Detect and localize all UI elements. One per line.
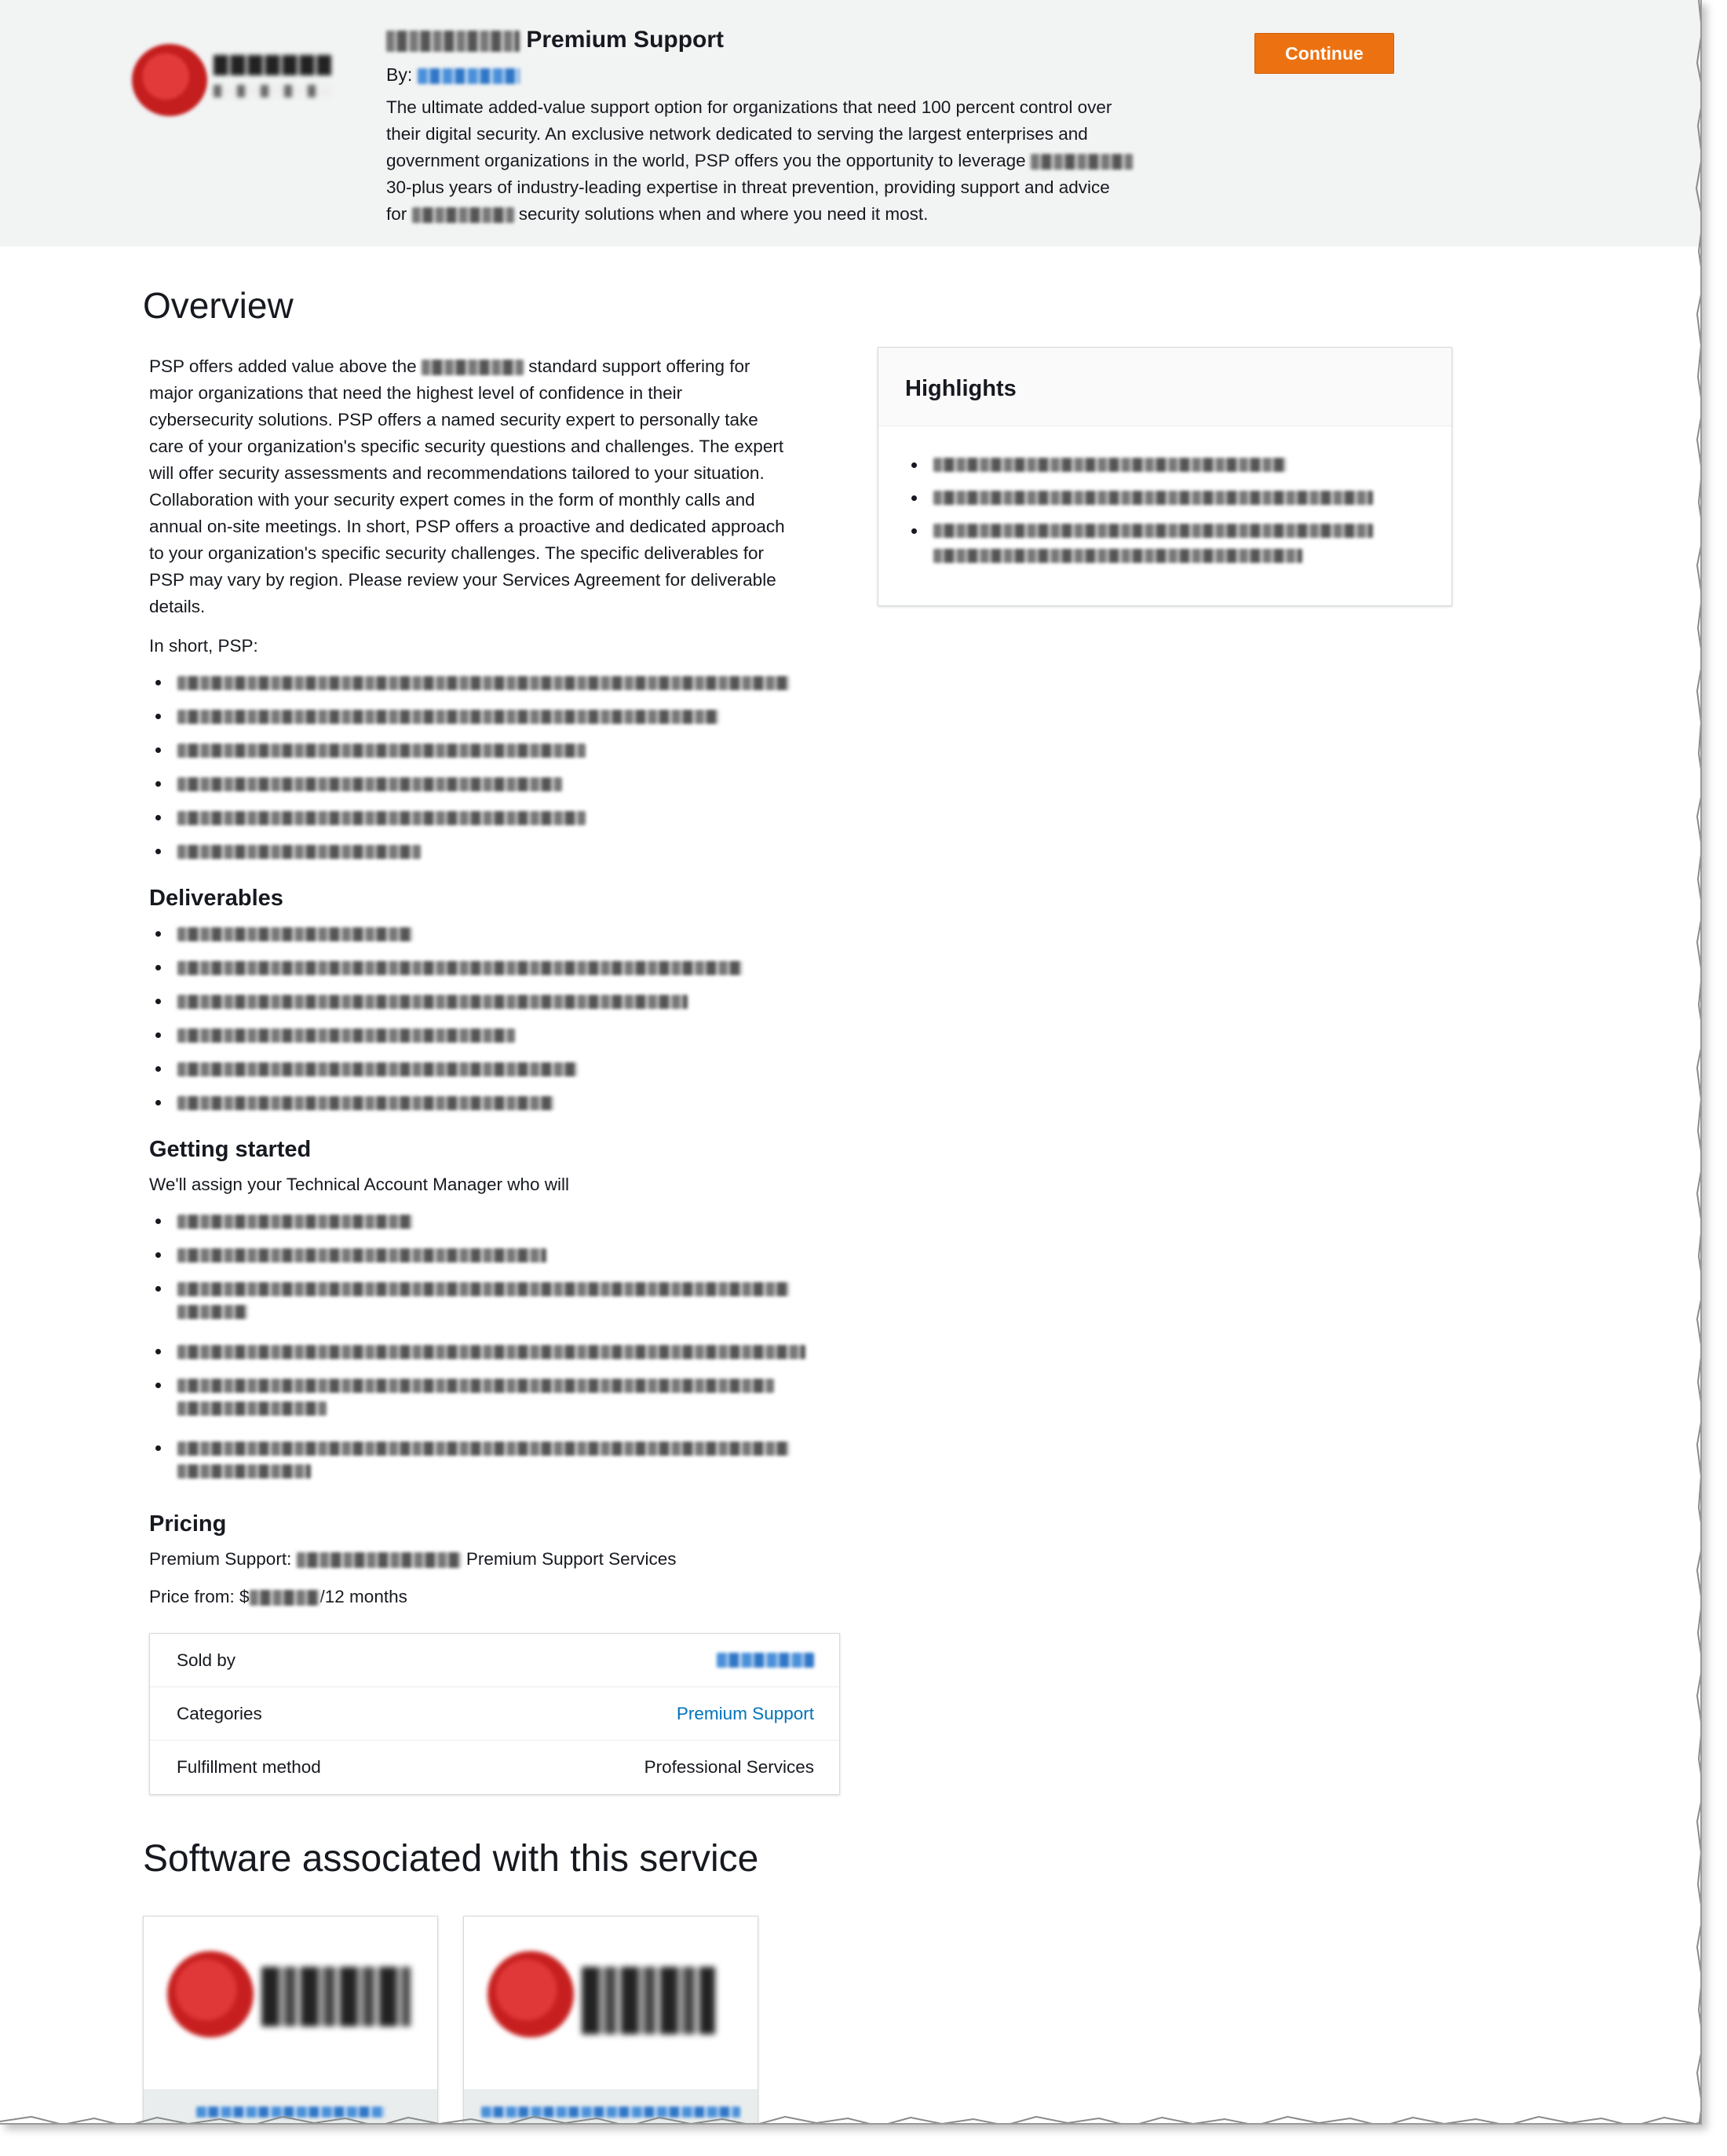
intro-text: Collaboration with your security expert comes in the form of monthly calls and bbox=[149, 490, 755, 510]
product-header bbox=[0, 0, 1702, 247]
list-item bbox=[149, 1208, 840, 1241]
overview-content bbox=[149, 353, 840, 1623]
redacted-text bbox=[933, 458, 1287, 472]
overview-heading: Overview bbox=[143, 285, 294, 326]
redacted-text bbox=[177, 1464, 311, 1478]
list-item bbox=[149, 1021, 840, 1055]
software-logo-mark bbox=[487, 1951, 574, 2037]
intro-text: PSP may vary by region. Please review your Services Agreement for deliverable bbox=[149, 570, 776, 590]
in-short-label: In short, PSP: bbox=[149, 636, 258, 656]
list-item bbox=[149, 1055, 840, 1089]
software-heading: Software associated with this service bbox=[143, 1838, 759, 1880]
redacted-text bbox=[177, 961, 743, 975]
software-logo-wordmark bbox=[582, 1967, 715, 2034]
list-item bbox=[149, 1089, 840, 1123]
table-row bbox=[150, 1741, 839, 1794]
vendor-logo bbox=[132, 44, 336, 116]
description-line bbox=[386, 148, 1218, 174]
list-item bbox=[149, 1241, 840, 1275]
redacted-text bbox=[177, 845, 421, 859]
redacted-price bbox=[250, 1590, 320, 1606]
redacted-text bbox=[177, 1305, 248, 1319]
list-item bbox=[149, 988, 840, 1021]
redacted-text bbox=[933, 491, 1373, 505]
redacted-text bbox=[177, 1062, 578, 1076]
redacted-text bbox=[177, 811, 586, 825]
intro-text: to your organization's specific security challenges. The specific deliverables for bbox=[149, 543, 765, 563]
redacted-text bbox=[177, 1215, 413, 1229]
table-row bbox=[150, 1687, 839, 1741]
byline bbox=[386, 64, 520, 86]
row-label: Sold by bbox=[177, 1650, 236, 1670]
redacted-text bbox=[177, 676, 790, 690]
by-label: By: bbox=[386, 64, 413, 85]
price-from-label: Price from: $ bbox=[149, 1587, 250, 1606]
software-card[interactable] bbox=[463, 1916, 758, 2125]
list-item bbox=[149, 1434, 840, 1497]
product-description bbox=[386, 94, 1218, 228]
highlights-heading: Highlights bbox=[878, 348, 1451, 426]
list-item bbox=[905, 484, 1451, 517]
description-text: security solutions when and where you need it most. bbox=[518, 204, 929, 224]
intro-text: annual on-site meetings. In short, PSP offers a proactive and dedicated approach bbox=[149, 517, 785, 536]
list-item bbox=[905, 451, 1451, 484]
redacted-text bbox=[177, 1248, 546, 1263]
redacted-text bbox=[412, 207, 514, 223]
list-item bbox=[149, 1372, 840, 1434]
description-line bbox=[386, 201, 1218, 228]
description-line: their digital security. An exclusive network dedicated to serving the largest enterprises and bbox=[386, 124, 1088, 144]
redacted-text bbox=[177, 1442, 790, 1456]
software-card[interactable] bbox=[143, 1916, 438, 2125]
intro-text: PSP offers added value above the bbox=[149, 356, 417, 376]
software-logo-wordmark bbox=[261, 1967, 411, 2026]
highlights-panel bbox=[878, 347, 1452, 606]
redacted-text bbox=[177, 1345, 805, 1359]
pricing-label: Premium Support: bbox=[149, 1549, 292, 1569]
row-label: Categories bbox=[177, 1703, 262, 1723]
vendor-link[interactable] bbox=[418, 68, 520, 84]
deliverables-list bbox=[149, 920, 840, 1123]
list-item bbox=[149, 736, 840, 770]
continue-button[interactable]: Continue bbox=[1254, 33, 1394, 74]
description-line: 30-plus years of industry-leading expertise in threat prevention, providing support and advice bbox=[386, 177, 1110, 197]
list-item bbox=[149, 770, 840, 804]
software-logo bbox=[167, 1951, 418, 2045]
pricing-suffix: Premium Support Services bbox=[466, 1549, 677, 1569]
list-item bbox=[149, 838, 840, 872]
highlights-list bbox=[878, 426, 1451, 576]
redacted-text bbox=[177, 710, 719, 724]
intro-text: major organizations that need the highest level of confidence in their bbox=[149, 383, 683, 403]
getting-started-heading: Getting started bbox=[149, 1137, 312, 1162]
software-logo-mark bbox=[167, 1951, 254, 2037]
product-title-text: Premium Support bbox=[526, 27, 725, 53]
torn-edge-right bbox=[1692, 0, 1702, 2125]
redacted-text bbox=[422, 360, 524, 375]
intro-text: details. bbox=[149, 597, 206, 616]
intro-text: care of your organization's specific security questions and challenges. The expert bbox=[149, 437, 784, 456]
torn-edge-bottom bbox=[0, 2114, 1702, 2125]
description-text: government organizations in the world, PSP offers you the opportunity to leverage bbox=[386, 151, 1026, 170]
redacted-text bbox=[177, 1379, 774, 1393]
redacted-text bbox=[177, 1096, 554, 1110]
row-value: Professional Services bbox=[644, 1757, 814, 1777]
category-link[interactable]: Premium Support bbox=[676, 1703, 814, 1723]
intro-text: cybersecurity solutions. PSP offers a named security expert to personally take bbox=[149, 410, 758, 429]
list-item bbox=[149, 669, 840, 703]
vendor-name-redacted bbox=[386, 31, 520, 52]
list-item bbox=[149, 703, 840, 736]
vendor-logo-mark bbox=[132, 44, 207, 116]
list-item bbox=[149, 1275, 840, 1338]
psp-benefits-list bbox=[149, 669, 840, 872]
redacted-text bbox=[177, 995, 688, 1009]
table-row bbox=[150, 1634, 839, 1687]
deliverables-heading: Deliverables bbox=[149, 886, 283, 911]
description-line: The ultimate added-value support option for organizations that need 100 percent control over bbox=[386, 97, 1112, 117]
intro-text: will offer security assessments and recommendations tailored to your situation. bbox=[149, 463, 765, 483]
product-title bbox=[386, 27, 724, 53]
redacted-text bbox=[933, 549, 1302, 563]
redacted-text bbox=[177, 777, 562, 791]
list-item bbox=[149, 1338, 840, 1372]
redacted-text bbox=[177, 1282, 790, 1296]
redacted-text bbox=[297, 1552, 462, 1568]
price-from-line bbox=[149, 1584, 840, 1610]
price-period: /12 months bbox=[319, 1587, 407, 1606]
list-item bbox=[905, 517, 1451, 576]
getting-started-intro: We'll assign your Technical Account Manager who will bbox=[149, 1175, 569, 1194]
redacted-text bbox=[177, 1401, 327, 1416]
row-label: Fulfillment method bbox=[177, 1757, 321, 1777]
product-info-table bbox=[149, 1633, 840, 1795]
intro-text: standard support offering for bbox=[528, 356, 750, 376]
redacted-text bbox=[177, 744, 586, 758]
redacted-text bbox=[1031, 154, 1133, 170]
description-text: for bbox=[386, 204, 407, 224]
sold-by-link[interactable] bbox=[717, 1653, 814, 1668]
list-item bbox=[149, 804, 840, 838]
list-item bbox=[149, 920, 840, 954]
redacted-text bbox=[933, 524, 1373, 538]
redacted-text bbox=[177, 927, 413, 941]
pricing-heading: Pricing bbox=[149, 1511, 227, 1537]
pricing-support-line bbox=[149, 1546, 840, 1573]
vendor-logo-wordmark bbox=[214, 55, 331, 104]
software-logo bbox=[487, 1951, 739, 2045]
list-item bbox=[149, 954, 840, 988]
redacted-text bbox=[177, 1029, 515, 1043]
overview-intro bbox=[149, 353, 840, 620]
getting-started-list bbox=[149, 1208, 840, 1497]
